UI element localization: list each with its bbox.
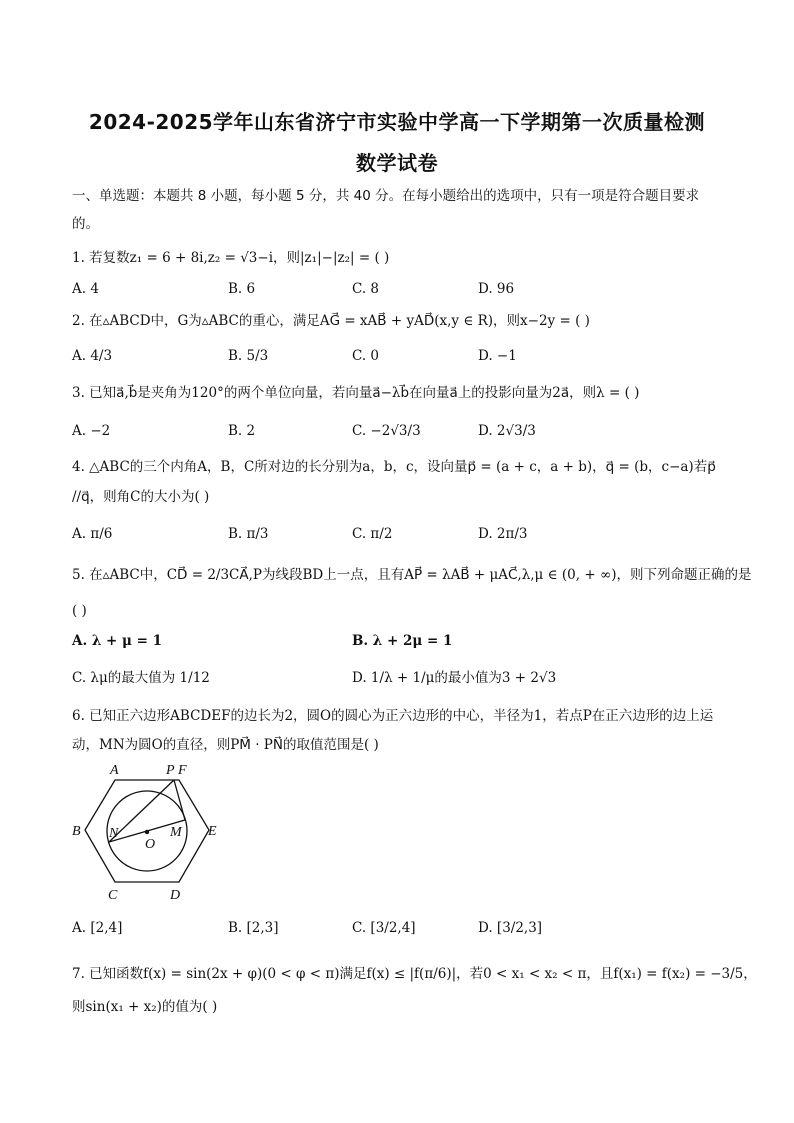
question-7-stem-line2: 则sin(x₁ + x₂)的值为( ) (72, 999, 218, 1015)
question-6-option-b: B. [2,3] (228, 920, 279, 936)
question-4-option-a: A. π/6 (72, 526, 113, 542)
question-4-option-c: C. π/2 (352, 526, 393, 542)
question-2-option-b: B. 5/3 (228, 348, 269, 364)
question-4-stem-line2: //q⃗，则角C的大小为( ) (72, 489, 210, 505)
label-e: E (208, 824, 217, 839)
exam-title: 2024-2025学年山东省济宁市实验中学高一下学期第一次质量检测 (88, 110, 706, 134)
label-b: B (72, 824, 81, 839)
question-5-stem-line2: ( ) (72, 603, 87, 619)
label-c: C (108, 888, 118, 903)
question-5-option-a: A. λ + μ = 1 (72, 633, 163, 649)
question-5-option-b: B. λ + 2μ = 1 (352, 633, 453, 649)
question-3-option-d: D. 2√3/3 (478, 423, 536, 439)
question-1-stem: 1. 若复数z₁ = 6 + 8i,z₂ = √3−i，则|z₁|−|z₂| = ( ) (72, 250, 390, 266)
question-2-stem: 2. 在▵ABCD中，G为▵ABC的重心，满足AG⃗ = xAB⃗ + yAD⃗(x,y ∈ R)，则x−2y = ( ) (72, 313, 590, 329)
question-3-stem: 3. 已知a⃗,b⃗是夹角为120°的两个单位向量，若向量a⃗−λb⃗在向量a⃗上的投影向量为2a⃗，则λ = ( ) (72, 385, 640, 401)
question-1-option-b: B. 6 (228, 281, 256, 297)
section-instructions-line2: 的。 (72, 216, 99, 232)
question-6-stem-line1: 6. 已知正六边形ABCDEF的边长为2，圆O的圆心为正六边形的中心，半径为1，若点P在正六边形的边上运 (72, 708, 714, 724)
label-d: D (170, 888, 181, 903)
question-3-option-c: C. −2√3/3 (352, 423, 421, 439)
label-m: M (170, 825, 182, 840)
section-instructions-line1: 一、单选题：本题共 8 小题，每小题 5 分，共 40 分。在每小题给出的选项中，只有一项是符合题目要求 (72, 188, 700, 204)
hexagon-figure (68, 760, 238, 914)
question-6-option-a: A. [2,4] (72, 920, 123, 936)
hexagon-diagram (68, 760, 238, 910)
question-2-option-d: D. −1 (478, 348, 517, 364)
label-o: O (145, 837, 156, 852)
question-7-stem-line1: 7. 已知函数f(x) = sin(2x + φ)(0 < φ < π)满足f(x) ≤ |f(π/6)|，若0 < x₁ < x₂ < π，且f(x₁) = f(x₂) = −3/5， (72, 966, 757, 982)
question-6-option-d: D. [3/2,3] (478, 920, 543, 936)
question-6-option-c: C. [3/2,4] (352, 920, 416, 936)
label-n: N (109, 826, 119, 841)
label-a: A (110, 763, 119, 778)
center-point (145, 830, 149, 834)
question-2-option-a: A. 4/3 (72, 348, 113, 364)
question-5-stem-line1: 5. 在▵ABC中，CD⃗ = 2/3CA⃗,P为线段BD上一点，且有AP⃗ = λAB⃗ + μAC⃗,λ,μ ∈ (0, + ∞)，则下列命题正确的是 (72, 567, 752, 583)
question-4-stem-line1: 4. △ABC的三个内角A，B，C所对边的长分别为a，b，c，设向量p⃗ = (a + c，a + b)，q⃗ = (b，c−a)若p⃗ (72, 459, 716, 475)
label-f: F (178, 763, 187, 778)
question-1-option-a: A. 4 (72, 281, 99, 297)
label-p: P (166, 763, 175, 778)
question-5-option-c: C. λμ的最大值为 1/12 (72, 670, 210, 686)
exam-subtitle: 数学试卷 (356, 151, 438, 175)
question-6-stem-line2: 动，MN为圆O的直径，则PM⃗ · PN⃗的取值范围是( ) (72, 737, 379, 753)
question-3-option-b: B. 2 (228, 423, 256, 439)
question-2-option-c: C. 0 (352, 348, 380, 364)
question-1-option-c: C. 8 (352, 281, 380, 297)
question-4-option-b: B. π/3 (228, 526, 269, 542)
question-3-option-a: A. −2 (72, 423, 111, 439)
question-5-option-d: D. 1/λ + 1/μ的最小值为3 + 2√3 (352, 670, 557, 686)
question-4-option-d: D. 2π/3 (478, 526, 528, 542)
question-1-option-d: D. 96 (478, 281, 515, 297)
